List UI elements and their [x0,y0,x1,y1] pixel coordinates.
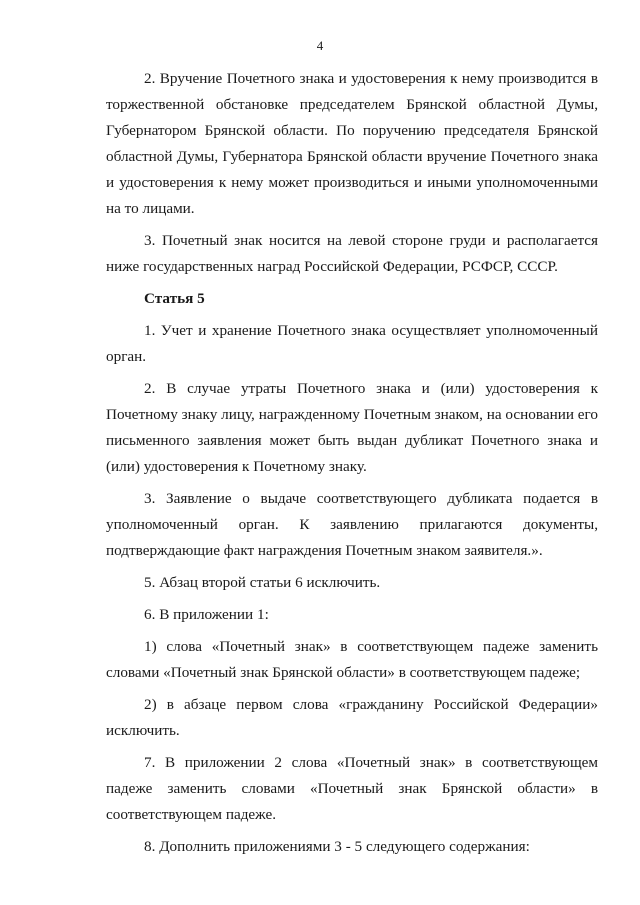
paragraph: 1) слова «Почетный знак» в соответствующем падеже заменить словами «Почетный знак Брянской области» в соответствующем падеже; [106,638,598,681]
paragraph: 5. Абзац второй статьи 6 исключить. [144,574,381,591]
document-body [106,66,598,860]
paragraph-continuation: подтверждающие факт награждения Почетным знаком заявителя.». [106,542,543,559]
paragraph: 8. Дополнить приложениями 3 - 5 следующего содержания: [144,838,530,855]
paragraph: 1. Учет и хранение Почетного знака осуществляет уполномоченный орган. [106,322,598,365]
article-heading: Статья 5 [144,290,205,307]
paragraph: 2. Вручение Почетного знака и удостоверения к нему производится в торжественной обстановке председателем Брянской областной Думы, Губернатором Брянской области. По поручению председателя Брянской областной Думы, Губернатора Брянской области вручение Почетного знака и удостоверения к нему может производиться и иными уполномоченными на то лицами. [106,70,598,217]
paragraph: 2) в абзаце первом слова «гражданину Российской Федерации» исключить. [106,696,598,739]
paragraph: 6. В приложении 1: [144,606,269,623]
paragraph: 3. Заявление о выдаче соответствующего дубликата подается в уполномоченный орган. К заявлению прилагаются документы, [106,490,598,533]
paragraph: 2. В случае утраты Почетного знака и (или) удостоверения к Почетному знаку лицу, награжденному Почетным знаком, на основании его письменного заявления может быть выдан дубликат Почетного знака и (или) удостоверения к Почетному знаку. [106,380,598,475]
paragraph: 7. В приложении 2 слова «Почетный знак» в соответствующем падеже заменить словами «Почетный знак Брянской области» в соответствующем падеже. [106,754,598,823]
paragraph: 3. Почетный знак носится на левой стороне груди и располагается ниже государственных наград Российской Федерации, РСФСР, СССР. [106,232,598,275]
page-number: 4 [316,38,324,53]
